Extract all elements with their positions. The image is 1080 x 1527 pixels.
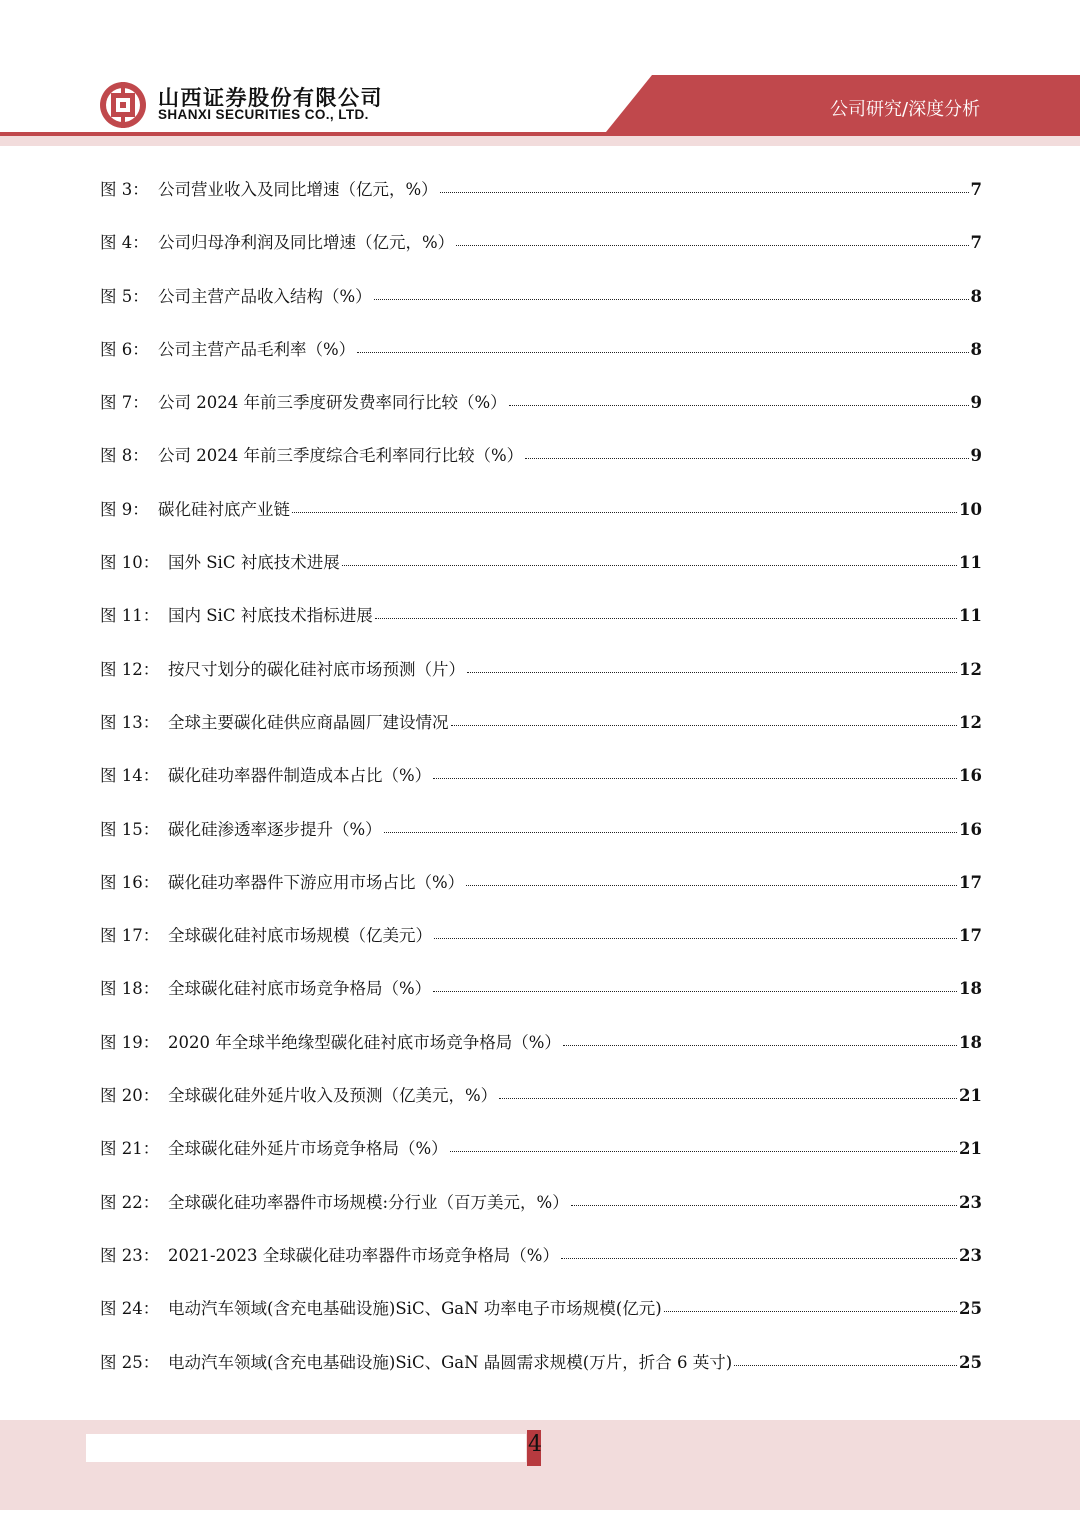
toc-page-number: 12	[959, 659, 982, 679]
toc-page-number: 7	[970, 233, 982, 253]
toc-figure-title: 全球碳化硅衬底市场规模（亿美元）	[168, 926, 432, 946]
page-header	[0, 0, 1080, 150]
toc-figure-number: 图 6：	[100, 339, 149, 359]
figure-toc	[100, 176, 982, 1402]
toc-entry[interactable]	[100, 975, 982, 1028]
toc-leader-dots	[451, 724, 958, 726]
toc-entry[interactable]	[100, 1189, 982, 1242]
toc-page-number: 25	[959, 1299, 982, 1319]
toc-figure-number: 图 18：	[100, 979, 160, 999]
toc-leader-dots	[561, 1257, 957, 1259]
toc-page-number: 25	[959, 1352, 982, 1372]
toc-leader-dots	[384, 831, 957, 833]
toc-page-number: 8	[970, 339, 982, 359]
toc-figure-number: 图 14：	[100, 766, 160, 786]
toc-figure-title: 全球碳化硅外延片收入及预测（亿美元，%）	[168, 1086, 498, 1106]
toc-figure-number: 图 17：	[100, 926, 160, 946]
toc-entry[interactable]	[100, 656, 982, 709]
toc-figure-number: 图 12：	[100, 659, 160, 679]
toc-entry[interactable]	[100, 762, 982, 815]
toc-figure-title: 全球主要碳化硅供应商晶圆厂建设情况	[168, 712, 449, 732]
toc-figure-number: 图 15：	[100, 819, 160, 839]
toc-entry[interactable]	[100, 549, 982, 602]
toc-page-number: 9	[970, 393, 982, 413]
toc-leader-dots	[499, 1097, 957, 1099]
toc-page-number: 17	[959, 926, 982, 946]
toc-figure-title: 2020 年全球半绝缘型碳化硅衬底市场竞争格局（%）	[168, 1032, 561, 1052]
toc-leader-dots	[509, 404, 969, 406]
toc-page-number: 11	[959, 606, 982, 626]
toc-figure-number: 图 5：	[100, 286, 149, 306]
toc-entry[interactable]	[100, 1295, 982, 1348]
header-banner	[0, 0, 1080, 150]
toc-entry[interactable]	[100, 496, 982, 549]
toc-leader-dots	[357, 351, 968, 353]
toc-figure-title: 公司主营产品毛利率（%）	[158, 339, 356, 359]
toc-page-number: 18	[959, 979, 982, 999]
toc-leader-dots	[734, 1364, 957, 1366]
toc-figure-number: 图 21：	[100, 1139, 160, 1159]
toc-entry[interactable]	[100, 1082, 982, 1135]
toc-figure-number: 图 20：	[100, 1086, 160, 1106]
toc-figure-number: 图 16：	[100, 872, 160, 892]
toc-entry[interactable]	[100, 176, 982, 229]
company-name-en: SHANXI SECURITIES CO., LTD.	[158, 107, 369, 122]
toc-page-number: 11	[959, 553, 982, 573]
footer-bar	[86, 1434, 526, 1462]
toc-leader-dots	[456, 244, 968, 246]
toc-figure-title: 碳化硅功率器件制造成本占比（%）	[168, 766, 432, 786]
toc-entry[interactable]	[100, 1242, 982, 1295]
toc-page-number: 18	[959, 1032, 982, 1052]
toc-leader-dots	[664, 1310, 957, 1312]
toc-page-number: 16	[959, 766, 982, 786]
toc-page-number: 7	[970, 180, 982, 199]
toc-figure-title: 碳化硅功率器件下游应用市场占比（%）	[168, 872, 465, 892]
toc-figure-number: 图 7：	[100, 393, 149, 413]
toc-leader-dots	[433, 990, 957, 992]
toc-figure-title: 公司 2024 年前三季度研发费率同行比较（%）	[158, 393, 507, 413]
toc-entry[interactable]	[100, 869, 982, 922]
toc-page-number: 17	[959, 872, 982, 892]
toc-page-number: 10	[959, 499, 982, 519]
toc-entry[interactable]	[100, 922, 982, 975]
toc-page-number: 21	[959, 1139, 982, 1159]
toc-entry[interactable]	[100, 1349, 982, 1402]
toc-figure-title: 全球碳化硅衬底市场竞争格局（%）	[168, 979, 432, 999]
toc-entry[interactable]	[100, 1135, 982, 1188]
toc-entry[interactable]	[100, 816, 982, 869]
toc-entry[interactable]	[100, 709, 982, 762]
company-logo-icon	[98, 80, 148, 130]
toc-figure-number: 图 13：	[100, 712, 160, 732]
toc-figure-number: 图 24：	[100, 1299, 160, 1319]
toc-figure-title: 公司营业收入及同比增速（亿元，%）	[158, 180, 438, 199]
toc-figure-number: 图 19：	[100, 1032, 160, 1052]
toc-entry[interactable]	[100, 442, 982, 495]
toc-leader-dots	[467, 671, 957, 673]
toc-figure-number: 图 11：	[100, 606, 160, 626]
toc-entry[interactable]	[100, 389, 982, 442]
toc-figure-number: 图 3：	[100, 180, 149, 199]
toc-entry[interactable]	[100, 229, 982, 282]
toc-figure-title: 2021-2023 全球碳化硅功率器件市场竞争格局（%）	[168, 1245, 559, 1265]
toc-figure-number: 图 4：	[100, 233, 149, 253]
toc-leader-dots	[433, 777, 957, 779]
toc-leader-dots	[466, 884, 957, 886]
toc-figure-title: 电动汽车领域(含充电基础设施)SiC、GaN 功率电子市场规模(亿元)	[168, 1299, 662, 1319]
company-name-cn: 山西证券股份有限公司	[158, 86, 383, 110]
toc-page-number: 8	[970, 286, 982, 306]
toc-leader-dots	[563, 1044, 957, 1046]
toc-entry[interactable]	[100, 1029, 982, 1082]
toc-figure-number: 图 23：	[100, 1245, 160, 1265]
page-number: 4	[528, 1432, 542, 1457]
toc-page-number: 21	[959, 1086, 982, 1106]
toc-figure-title: 全球碳化硅功率器件市场规模:分行业（百万美元，%）	[168, 1192, 569, 1212]
toc-figure-number: 图 9：	[100, 499, 149, 519]
toc-leader-dots	[292, 511, 957, 513]
toc-page-number: 23	[959, 1245, 982, 1265]
toc-figure-number: 图 25：	[100, 1352, 160, 1372]
toc-leader-dots	[571, 1204, 957, 1206]
toc-figure-title: 全球碳化硅外延片市场竞争格局（%）	[168, 1139, 448, 1159]
toc-figure-title: 国外 SiC 衬底技术进展	[168, 553, 340, 573]
report-type-label: 公司研究/深度分析	[830, 99, 981, 120]
toc-leader-dots	[440, 191, 969, 193]
toc-page-number: 12	[959, 712, 982, 732]
toc-leader-dots	[342, 564, 957, 566]
toc-page-number: 23	[959, 1192, 982, 1212]
toc-entry[interactable]	[100, 336, 982, 389]
toc-leader-dots	[525, 457, 968, 459]
toc-figure-number: 图 22：	[100, 1192, 160, 1212]
toc-leader-dots	[450, 1150, 957, 1152]
toc-figure-title: 公司归母净利润及同比增速（亿元，%）	[158, 233, 455, 253]
toc-entry[interactable]	[100, 283, 982, 336]
toc-figure-title: 国内 SiC 衬底技术指标进展	[168, 606, 373, 626]
toc-figure-title: 按尺寸划分的碳化硅衬底市场预测（片）	[168, 659, 465, 679]
toc-page-number: 9	[970, 446, 982, 466]
toc-leader-dots	[375, 617, 957, 619]
toc-leader-dots	[374, 298, 969, 300]
toc-figure-title: 碳化硅衬底产业链	[158, 499, 290, 519]
toc-figure-title: 电动汽车领域(含充电基础设施)SiC、GaN 晶圆需求规模(万片，折合 6 英寸)	[168, 1352, 733, 1372]
toc-figure-number: 图 8：	[100, 446, 149, 466]
toc-page-number: 16	[959, 819, 982, 839]
page-footer	[0, 1420, 1080, 1510]
toc-figure-number: 图 10：	[100, 553, 160, 573]
toc-entry[interactable]	[100, 602, 982, 655]
toc-figure-title: 公司主营产品收入结构（%）	[158, 286, 372, 306]
toc-figure-title: 碳化硅渗透率逐步提升（%）	[168, 819, 382, 839]
toc-leader-dots	[434, 937, 957, 939]
toc-figure-title: 公司 2024 年前三季度综合毛利率同行比较（%）	[158, 446, 524, 466]
